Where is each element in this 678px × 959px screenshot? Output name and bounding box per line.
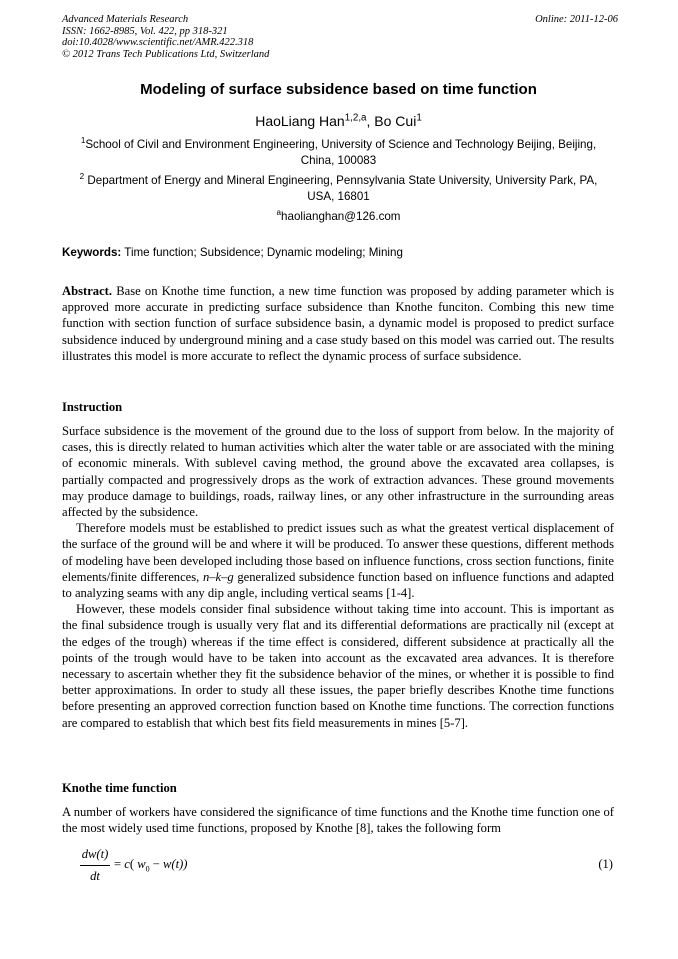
author-line xyxy=(62,111,615,131)
doi-line: doi:10.4028/www.scientific.net/AMR.422.318 xyxy=(62,37,254,48)
instruction-section xyxy=(62,423,614,731)
affiliation xyxy=(66,173,611,205)
journal-header xyxy=(62,14,618,60)
abstract-label: Abstract. xyxy=(62,284,113,298)
author-name: Bo Cui xyxy=(374,113,417,129)
author-name: HaoLiang Han xyxy=(255,113,345,129)
issn-line: ISSN: 1662-8985, Vol. 422, pp 318-321 xyxy=(62,25,228,37)
section-heading: Knothe time function xyxy=(62,781,177,795)
fraction-numerator: dw(t) xyxy=(81,847,109,861)
equation-fraction xyxy=(80,846,110,884)
paragraph: A number of workers have considered the significance of time functions and the Knothe time function one of the most widely used time functions, proposed by Knothe [8], takes the following form xyxy=(62,805,614,836)
affiliation-mark: 2 xyxy=(79,172,85,182)
keywords-label: Keywords: xyxy=(62,246,122,259)
equation-rhs: = c( $w_0 - w(t)$) xyxy=(114,857,188,874)
keywords xyxy=(62,245,615,261)
email-mark: a xyxy=(276,208,282,218)
online-date: Online: 2011-12-06 xyxy=(535,14,618,25)
affiliation xyxy=(66,137,611,169)
knothe-section xyxy=(62,804,614,836)
journal-name: Advanced Materials Research xyxy=(62,14,189,25)
paragraph: However, these models consider final subsidence without taking time into account. This is important as the final subsidence trough is usually very flat and its differential deformations are practically nil (except at the edges of the trough) whereas if the time effect is considered, different subsidence at practically all the points of the trough would have to be taken into account as the excavated area advances. It is therefore necessary to ascertain whether they fit the subsidence behavior of the mines, or whether it is possible to find better approximations. In order to study all these issues, the paper briefly describes Knothe time functions before presenting an approved correction function based on Knothe time functions. The correction functions are compared to establish that which best fits field measurements in mines [5-7]. xyxy=(62,602,614,730)
author-affiliation-mark: 1 xyxy=(416,112,422,124)
affiliation-text: School of Civil and Environment Engineering, University of Science and Technology Beijing, Beijing, China, 100083 xyxy=(85,138,597,167)
fraction-bar xyxy=(80,865,110,866)
keywords-text: Time function; Subsidence; Dynamic modeling; Mining xyxy=(121,246,403,259)
fraction-denominator: dt xyxy=(90,869,100,883)
copyright-line: © 2012 Trans Tech Publications Ltd, Switzerland xyxy=(62,48,270,60)
affiliation-text: Department of Energy and Mineral Engineering, Pennsylvania State University, University Park, PA, USA, 16801 xyxy=(84,174,598,203)
affiliation-mark: 1 xyxy=(80,136,86,146)
author-email xyxy=(62,209,615,225)
abstract xyxy=(62,283,614,364)
email-address: haolianghan@126.com xyxy=(281,210,401,223)
section-heading: Instruction xyxy=(62,400,123,414)
equation-1 xyxy=(80,846,615,888)
author-separator: , xyxy=(366,113,375,129)
paragraph: Therefore models must be established to predict issues such as what the greatest vertical displacement of the surface of the ground will be and where it will be produced. To answer these questions, different methods of modeling have been developed including those based on influence functions, cross section functions, finite elements/finite differences, n–k–g generalized subsidence function based on influence functions and adapted to analyzing seams with any dip angle, including vertical seams [1-4]. xyxy=(62,521,614,601)
equation-number: (1) xyxy=(598,857,613,871)
paragraph: Surface subsidence is the movement of the ground due to the loss of support from below. In the majority of cases, this is directly related to human activities which alter the water table or are associated with the mining of economic minerals. With sublevel caving method, the ground above the excavated area collapses, is partially compacted and progressively drops as the work of extraction advances. These ground movements may produce damage to buildings, roads, railway lines, or any other infrastructure in the surrounding areas affected by the subsidence. xyxy=(62,424,614,520)
abstract-text: Base on Knothe time function, a new time function was proposed by adding parameter which is approved more accurate in predicting surface subsidence than Knothe funciton. Combing this new time function with section function of surface subsidence basin, a dynamic model is proposed to predict surface subsidence induced by underground mining and a case study based on this model was carried out. The results illustrates this model is more accurate to reflect the dynamic process of surface subsidence. xyxy=(62,284,614,363)
author-affiliation-mark: 1,2,a xyxy=(344,112,367,124)
paper-title: Modeling of surface subsidence based on time function xyxy=(140,81,537,98)
emphasis: n–k–g xyxy=(202,569,234,584)
